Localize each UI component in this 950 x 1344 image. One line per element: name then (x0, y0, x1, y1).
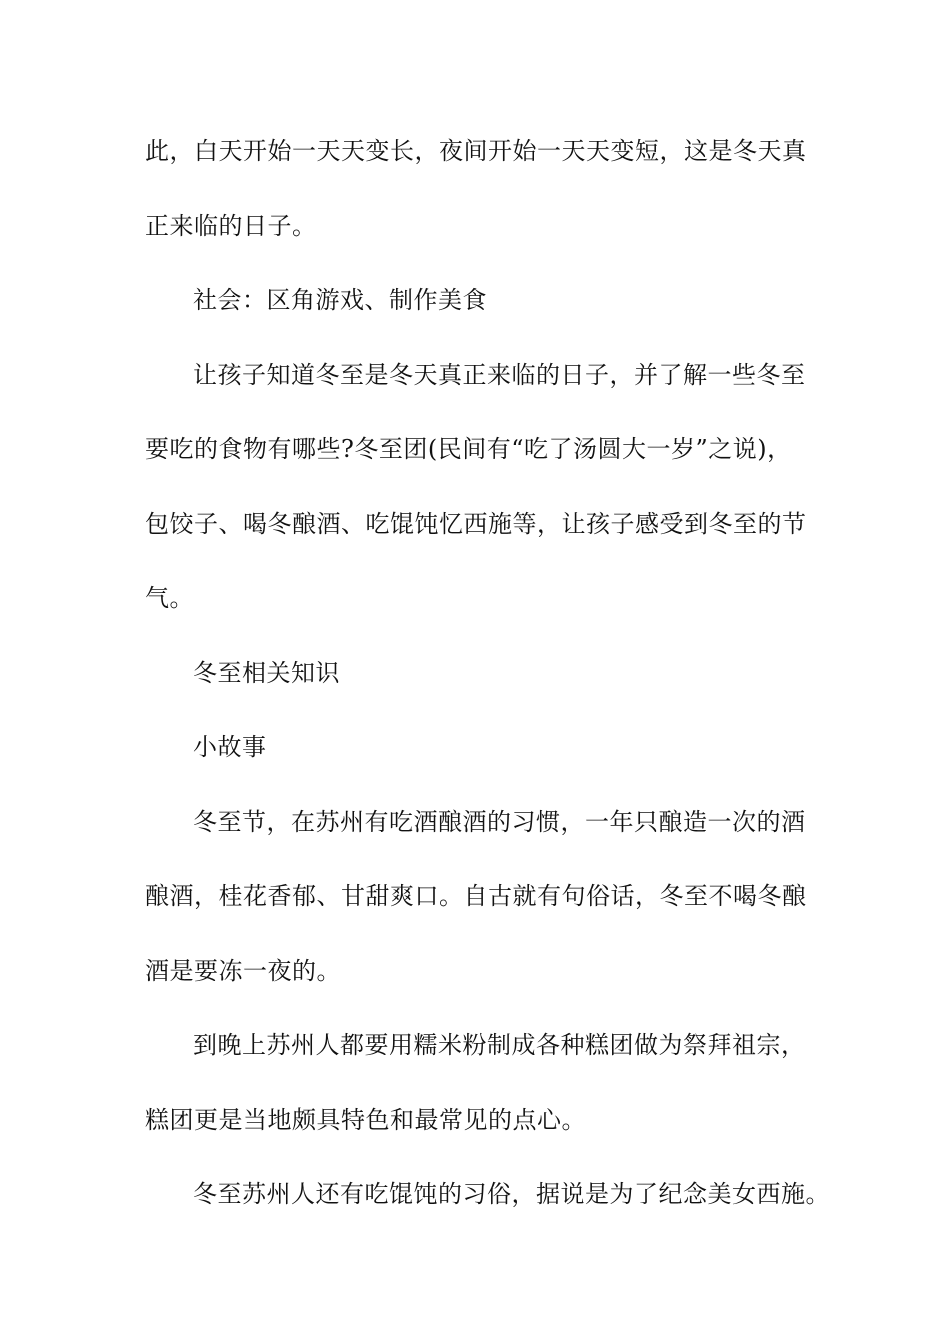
text-line-11: 酿酒，桂花香郁、甘甜爽口。自古就有句俗话，冬至不喝冬酿 (145, 882, 807, 910)
text-line-13: 到晚上苏州人都要用糯米粉制成各种糕团做为祭拜祖宗， (193, 1031, 806, 1059)
text-line-4: 让孩子知道冬至是冬天真正来临的日子，并了解一些冬至 (193, 360, 806, 389)
text-line-7: 气。 (145, 584, 194, 612)
text-line-1: 此，白天开始一天天变长，夜间开始一天天变短，这是冬天真 (145, 137, 807, 165)
text-line-2: 正来临的日子。 (145, 211, 317, 240)
section-heading-knowledge: 冬至相关知识 (193, 658, 340, 687)
section-heading-social: 社会：区角游戏、制作美食 (193, 286, 487, 314)
text-line-12: 酒是要冻一夜的。 (145, 956, 341, 985)
text-line-6: 包饺子、喝冬酿酒、吃馄饨忆西施等，让孩子感受到冬至的节 (145, 509, 807, 538)
section-heading-story: 小故事 (193, 733, 267, 761)
document-body (145, 129, 830, 1247)
text-line-5: 要吃的食物有哪些?冬至团(民间有“吃了汤圆大一岁”之说)， (145, 435, 792, 463)
text-line-10: 冬至节，在苏州有吃酒酿酒的习惯，一年只酿造一次的酒 (193, 807, 806, 836)
text-line-14: 糕团更是当地颇具特色和最常见的点心。 (145, 1105, 586, 1134)
text-line-15: 冬至苏州人还有吃馄饨的习俗，据说是为了纪念美女西施。 (193, 1180, 830, 1208)
